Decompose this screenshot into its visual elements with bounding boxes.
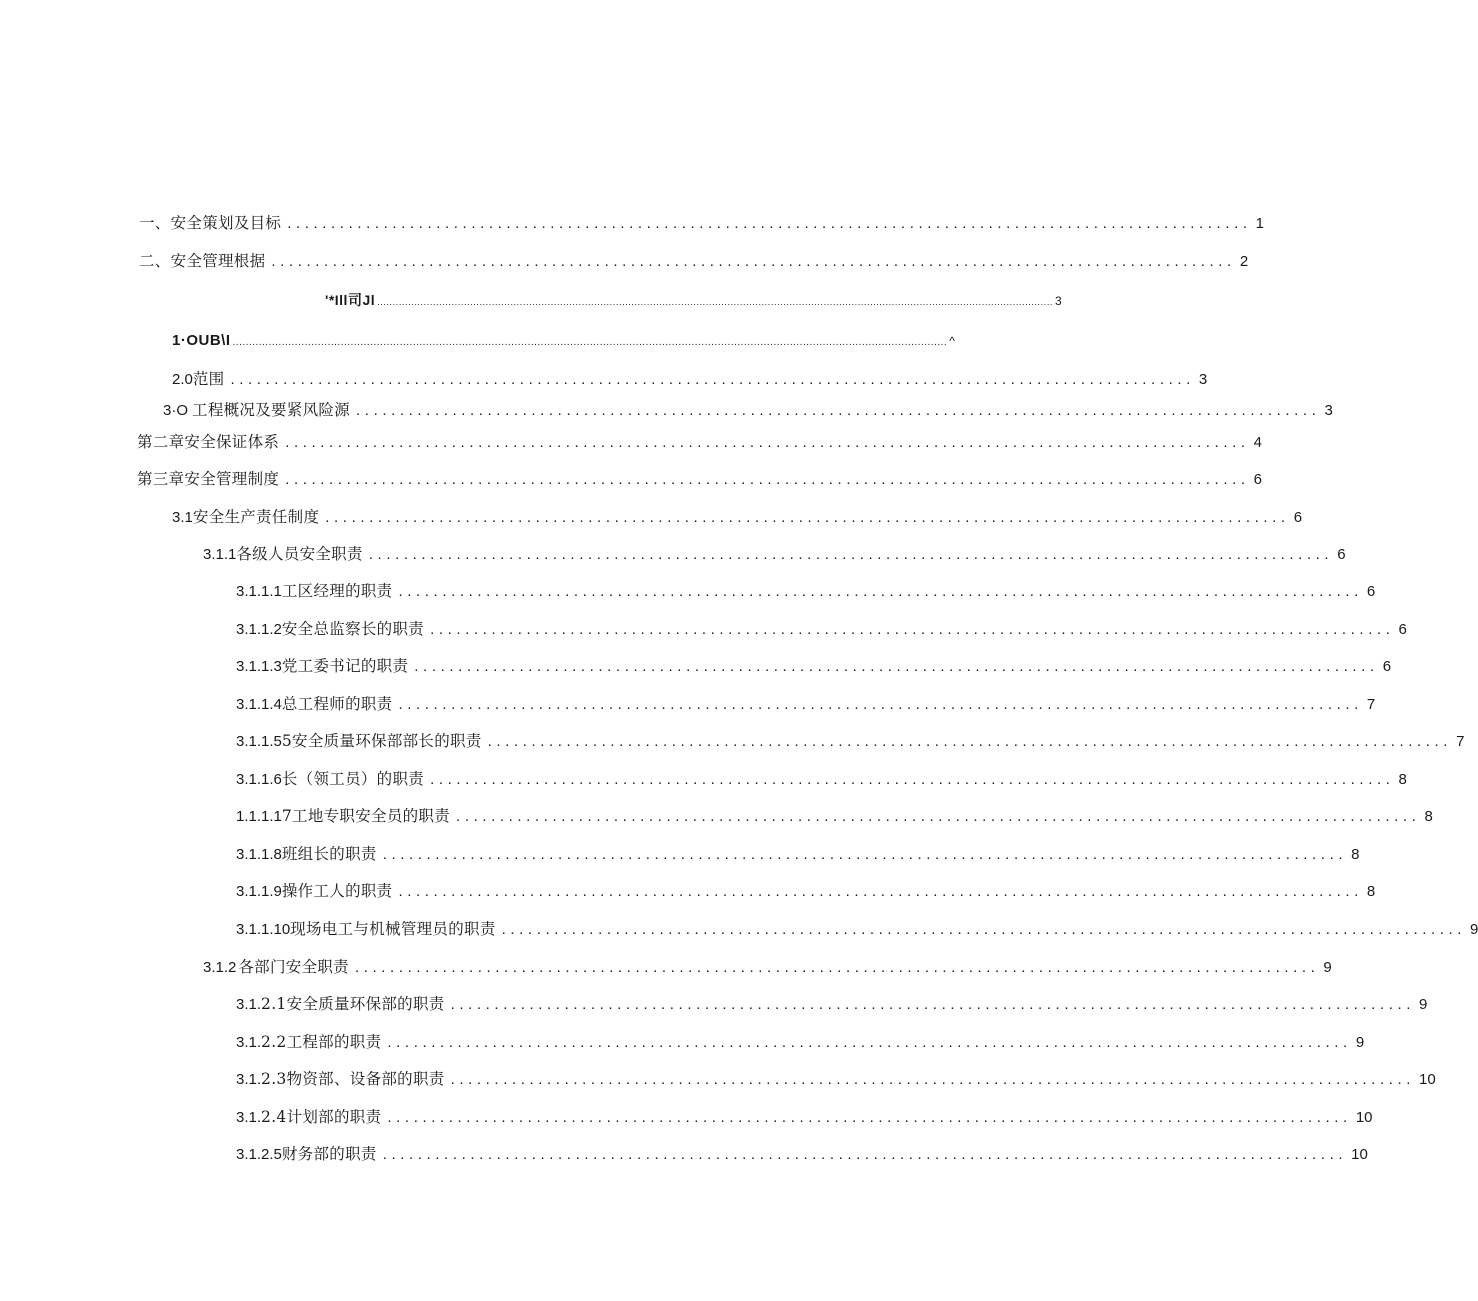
toc-row [236, 1105, 1373, 1129]
toc-title: 各级人员安全职责 [236, 545, 363, 563]
toc-page-number: ^ [949, 334, 955, 348]
toc-leader: .......................................................................................................................................................................................................................... [232, 337, 948, 348]
toc-leader: .............................................................................................................. [271, 253, 1236, 270]
toc-title: 7工地专职安全员的职责 [281, 807, 451, 825]
toc-leader: .............................................................................................................. [487, 733, 1453, 750]
toc-number: 3.1.1.8 [236, 846, 282, 863]
toc-row [163, 398, 1333, 422]
toc-row [203, 542, 1346, 566]
toc-number: 3.1.1.10 [236, 921, 291, 938]
toc-page-number: 9 [1470, 921, 1478, 938]
toc-row [236, 579, 1376, 603]
toc-leader: .............................................................................................................. [398, 883, 1363, 900]
toc-number: 3.1 [172, 509, 193, 526]
toc-row [203, 955, 1332, 979]
toc-number: 3.1.1.3 [236, 658, 282, 675]
toc-page-number: 6 [1253, 471, 1262, 488]
toc-leader: .............................................................................................................. [450, 996, 1416, 1013]
toc-leader: .............................................................................................................. [287, 215, 1252, 232]
toc-number: 3.1. [236, 1109, 262, 1126]
toc-number: 3.1.1.4 [236, 696, 282, 713]
toc-page-number: 9 [1355, 1034, 1365, 1051]
toc-title: 操作工人的职责 [281, 882, 393, 900]
toc-leader: .............................................................................................................. [325, 509, 1290, 526]
toc-page-number: 3 [1055, 294, 1062, 308]
toc-title: 第二章安全保证体系 [137, 433, 280, 451]
toc-page-number: 7 [1456, 733, 1465, 750]
toc-title: 党工委书记的职责 [281, 657, 409, 675]
toc-row [236, 729, 1465, 753]
toc-row [236, 879, 1376, 903]
toc-page-number: 8 [1366, 883, 1376, 900]
toc-title: 长（领工员）的职责 [281, 770, 425, 788]
toc-row [236, 804, 1433, 828]
toc-number: 3.1. [236, 1034, 262, 1051]
toc-page-number: 6 [1366, 583, 1376, 600]
toc-title: 安全总监察长的职责 [281, 620, 425, 638]
toc-leader: .............................................................................................................. [285, 471, 1250, 488]
toc-leader: .............................................................................................................. [382, 846, 1348, 863]
toc-title: 2.2工程部的职责 [261, 1033, 382, 1051]
toc-page-number: 6 [1382, 658, 1392, 675]
toc-page-number: 4 [1253, 434, 1262, 451]
toc-row [137, 467, 1262, 491]
toc-page-number: 10 [1355, 1109, 1373, 1126]
toc-row [139, 211, 1264, 235]
toc-title: 二、安全管理根据 [139, 252, 266, 270]
toc-title: 范围 [192, 370, 225, 388]
toc-page-number: 6 [1337, 546, 1346, 563]
toc-leader: .............................................................................................................. [354, 959, 1320, 976]
toc-number: 3.1.2.5 [236, 1146, 282, 1163]
toc-title: 工区经理的职责 [281, 582, 393, 600]
toc-leader: .............................................................................................................. [430, 771, 1395, 788]
toc-leader: .............................................................................................................. [230, 371, 1195, 388]
toc-row [236, 917, 1478, 941]
toc-leader: .......................................................................................................................................................................................................................... [377, 297, 1054, 307]
toc-row [236, 692, 1376, 716]
toc-page-number: 9 [1419, 996, 1428, 1013]
toc-page-number: 9 [1323, 959, 1332, 976]
toc-title: 班组长的职责 [281, 845, 377, 863]
toc-title: 5安全质量环保部部长的职责 [281, 732, 482, 750]
toc-leader: .............................................................................................................. [398, 583, 1363, 600]
toc-number: 3.1.2 [203, 959, 237, 976]
toc-title: 财务部的职责 [281, 1145, 377, 1163]
toc-row [236, 1067, 1436, 1091]
toc-title: 1·OUB\I [172, 332, 231, 349]
toc-page-number: 8 [1424, 808, 1433, 825]
toc-title: '*Ill司Jl [325, 292, 376, 308]
toc-leader: .............................................................................................................. [368, 546, 1334, 563]
toc-leader: .............................................................................................................. [387, 1109, 1352, 1126]
toc-row [172, 367, 1208, 391]
toc-number: 3·O [163, 402, 189, 419]
toc-row [236, 654, 1392, 678]
toc-number: 3.1. [236, 1071, 262, 1088]
toc-page-number: 10 [1351, 1146, 1368, 1163]
toc-number: 3.1.1 [203, 546, 237, 563]
toc-row [325, 290, 1062, 310]
toc-title: 一、安全策划及目标 [139, 214, 282, 232]
toc-leader: .............................................................................................................. [285, 434, 1250, 451]
toc-page-number: 2 [1239, 253, 1249, 270]
toc-leader: .............................................................................................................. [356, 402, 1321, 419]
toc-row [236, 767, 1407, 791]
toc-row [137, 430, 1262, 454]
toc-number: 1.1.1.1 [236, 808, 282, 825]
toc-number: 2.0 [172, 371, 193, 388]
toc-title: 第三章安全管理制度 [137, 470, 280, 488]
toc-leader: .............................................................................................................. [398, 696, 1363, 713]
toc-page-number: 7 [1366, 696, 1376, 713]
toc-row [236, 842, 1360, 866]
toc-row [172, 329, 955, 353]
toc-number: 3.1.1.1 [236, 583, 282, 600]
toc-number: 3.1. [236, 996, 262, 1013]
toc-leader: .............................................................................................................. [382, 1146, 1348, 1163]
toc-number: 3.1.1.5 [236, 733, 282, 750]
toc-leader: .............................................................................................................. [456, 808, 1421, 825]
toc-title: 安全生产责任制度 [192, 508, 320, 526]
toc-leader: .............................................................................................................. [414, 658, 1379, 675]
toc-number: 3.1.1.6 [236, 771, 282, 788]
toc-row [236, 1142, 1368, 1166]
toc-title: 各部门安全职责 [238, 958, 349, 976]
toc-leader: .............................................................................................................. [450, 1071, 1416, 1088]
toc-number: 3.1.1.2 [236, 621, 282, 638]
toc-page-number: 8 [1398, 771, 1407, 788]
toc-row [236, 617, 1407, 641]
toc-page-number: 3 [1324, 402, 1333, 419]
toc-title: 工程概况及要紧风险源 [192, 401, 351, 419]
toc-number: 3.1.1.9 [236, 883, 282, 900]
toc-leader: .............................................................................................................. [430, 621, 1395, 638]
toc-page-number: 10 [1419, 1071, 1436, 1088]
toc-leader: .............................................................................................................. [387, 1034, 1352, 1051]
toc-page-number: 1 [1255, 215, 1264, 232]
toc-row [172, 505, 1303, 529]
toc-page-number: 8 [1351, 846, 1360, 863]
toc-title: 2.1安全质量环保部的职责 [261, 995, 445, 1013]
toc-row [139, 249, 1249, 273]
toc-title: 现场电工与机械管理员的职责 [290, 920, 496, 938]
toc-row [236, 992, 1428, 1016]
toc-row [236, 1030, 1365, 1054]
toc-page-number: 6 [1398, 621, 1407, 638]
toc-title: 总工程师的职责 [281, 695, 393, 713]
toc-page-number: 3 [1198, 371, 1208, 388]
toc-leader: .............................................................................................................. [501, 921, 1467, 938]
toc-title: 2.4计划部的职责 [261, 1108, 382, 1126]
toc-page-number: 6 [1293, 509, 1303, 526]
toc-title: 2.3物资部、设备部的职责 [261, 1070, 445, 1088]
